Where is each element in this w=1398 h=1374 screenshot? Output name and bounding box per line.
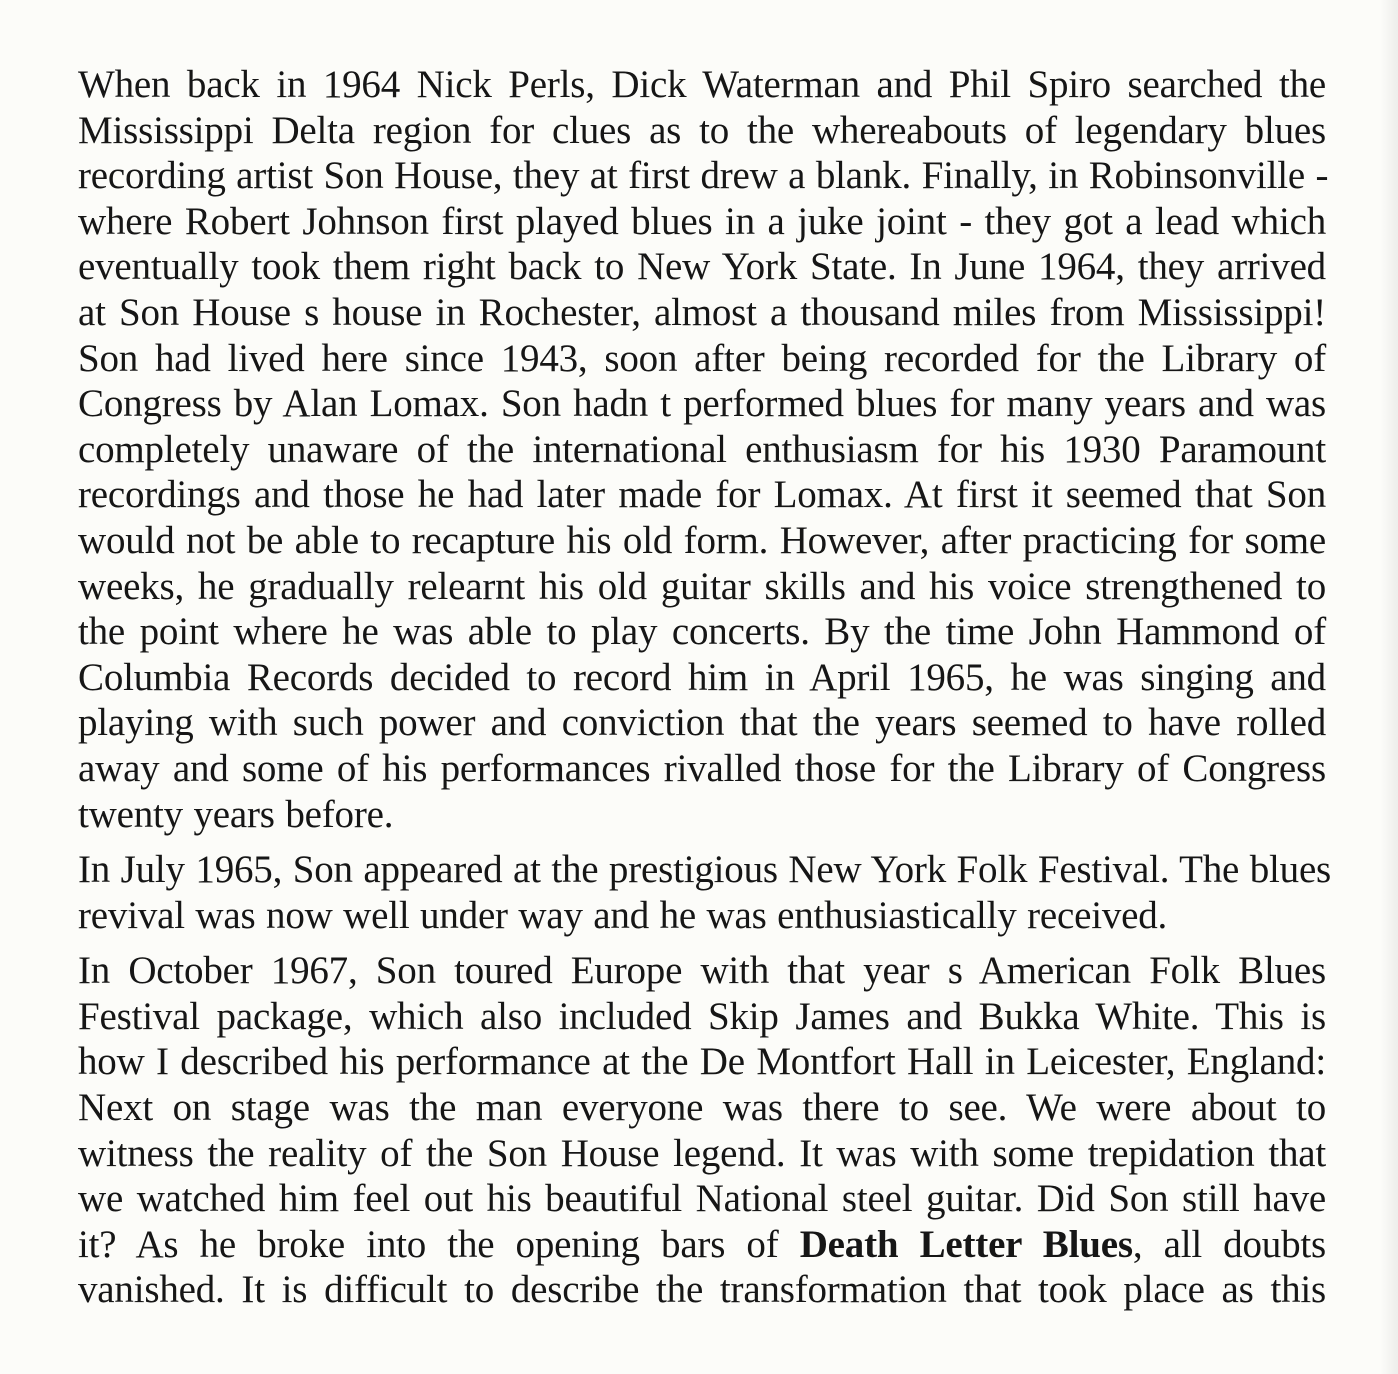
text-line: witness the reality of the Son House legend. It was with some trepidation that (78, 1131, 1326, 1175)
text-line: Next on stage was the man everyone was there to see. We were about to (78, 1086, 1326, 1130)
song-title: Death Letter Blues (799, 1222, 1133, 1266)
text-line: would not be able to recapture his old form. However, after practicing for some (78, 518, 1326, 562)
text-line: Festival package, which also included Skip James and Bukka White. This is (78, 994, 1326, 1038)
paragraph-2 (78, 847, 1332, 938)
text-line: Congress by Alan Lomax. Son hadn t performed blues for many years and was (78, 382, 1326, 426)
text-fragment: , all doubts (1132, 1222, 1326, 1266)
text-line: Son had lived here since 1943, soon after being recorded for the Library of (78, 336, 1326, 380)
text-line: twenty years before. (78, 792, 394, 836)
text-line: In October 1967, Son toured Europe with that year s American Folk Blues (78, 949, 1326, 993)
text-line: away and some of his performances rivalled those for the Library of Congress (78, 746, 1326, 790)
text-line: recording artist Son House, they at first drew a blank. Finally, in Robinsonville - (78, 154, 1329, 198)
page-edge-shadow (1380, 0, 1398, 1374)
text-fragment: it? As he broke into the opening bars of (78, 1222, 800, 1266)
text-line: weeks, he gradually relearnt his old guitar skills and his voice strengthened to (78, 564, 1326, 608)
text-line: the point where he was able to play concerts. By the time John Hammond of (78, 610, 1326, 654)
text-line: revival was now well under way and he was enthusiastically received. (78, 893, 1168, 937)
text-line: where Robert Johnson first played blues in a juke joint - they got a lead which (78, 199, 1326, 243)
text-line: vanished. It is difficult to describe the transformation that took place as this (78, 1268, 1326, 1312)
text-line: Columbia Records decided to record him in April 1965, he was singing and (78, 655, 1326, 699)
liner-notes-text (78, 62, 1332, 1323)
text-line: at Son House s house in Rochester, almost a thousand miles from Mississippi! (78, 290, 1326, 334)
text-line: we watched him feel out his beautiful National steel guitar. Did Son still have (78, 1177, 1326, 1221)
text-line: Mississippi Delta region for clues as to the whereabouts of legendary blues (78, 108, 1326, 152)
text-line: In July 1965, Son appeared at the prestigious New York Folk Festival. The blues (78, 848, 1332, 892)
text-line: eventually took them right back to New York State. In June 1964, they arrived (78, 245, 1326, 289)
text-line: When back in 1964 Nick Perls, Dick Waterman and Phil Spiro searched the (78, 63, 1326, 106)
text-line: completely unaware of the international enthusiasm for his 1930 Paramount (78, 427, 1326, 471)
paragraph-1 (78, 62, 1329, 837)
text-line: how I described his performance at the De Montfort Hall in Leicester, England: (78, 1040, 1326, 1084)
text-line-with-song-title (78, 1222, 1326, 1268)
paragraph-3 (78, 948, 1326, 1313)
text-line: recordings and those he had later made for Lomax. At first it seemed that Son (78, 473, 1326, 517)
text-line: playing with such power and conviction that the years seemed to have rolled (78, 701, 1326, 745)
